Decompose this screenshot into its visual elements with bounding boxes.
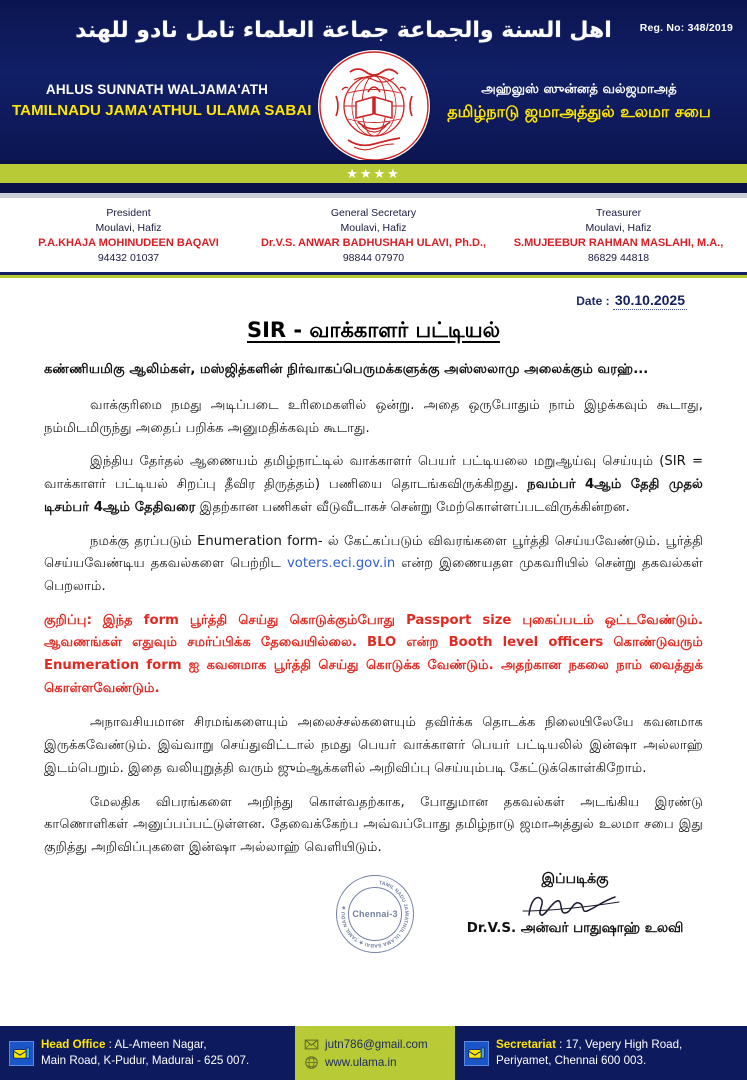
- website-address[interactable]: www.ulama.in: [325, 1055, 397, 1069]
- svg-text:TAMIL NADU JAMIATHUL ULAMA SAB: TAMIL NADU JAMIATHUL ULAMA SABAI ★ TAMIL NADU ★: [340, 879, 410, 948]
- eci-website-link[interactable]: voters.eci.gov.in: [286, 556, 396, 572]
- bearer-phone: 94432 01037: [97, 252, 160, 265]
- date-field: [44, 278, 703, 308]
- footer-bar: [0, 1026, 747, 1080]
- paragraph-3-part-a: நமக்கு தரப்படும் Enumeration form- ல் கேட்கப்படும் விவரங்களை பூர்த்தி செய்யவேண்டும். பூர்த்தி செய்யவேண்டிய தகவல்களை பெற்றிட: [44, 533, 703, 572]
- website-row[interactable]: [304, 1055, 397, 1070]
- head-office-line2: Main Road, K-Pudur, Madurai - 625 007.: [41, 1054, 250, 1067]
- english-org-names: [12, 80, 312, 121]
- bearer-president: [6, 206, 251, 266]
- email-row[interactable]: [304, 1037, 428, 1052]
- bearer-treasurer: [496, 206, 741, 266]
- bearer-honorific: Moulavi, Hafiz: [585, 221, 652, 234]
- footer-head-office: [0, 1026, 295, 1080]
- paragraph-2: [44, 451, 703, 519]
- bearer-role: Treasurer: [595, 207, 642, 219]
- seal-center-text: Chennai-3: [348, 887, 402, 941]
- mailbox-glyph: [12, 1044, 31, 1063]
- salutation-line2: அஸ்ஸலாமு அலைக்கும் வரஹ்...: [444, 362, 649, 378]
- office-bearers: [0, 198, 747, 272]
- paragraph-2-part-a: இந்திய தேர்தல் ஆணையம் தமிழ்நாட்டில் வாக்காளர் பெயர் பட்டியலை மறுஆய்வு செய்யும் (SIR = வாக்காளர் பட்டியல் சிறப்பு தீவிர திருத்தம்) பணியை தொடங்கவிருக்கிறது.: [44, 454, 703, 493]
- head-office-line1: : AL-Ameen Nagar,: [105, 1038, 207, 1052]
- mailbox-icon: [9, 1041, 34, 1066]
- english-name-line1: AHLUS SUNNATH WALJAMA'ATH: [45, 82, 269, 97]
- arabic-organization-title: اهل السنة والجماعة جماعة العلماء تامل نادو للهند: [75, 18, 612, 43]
- paragraph-3-part-c: என்ற இணையதள முகவரியில் சென்று தகவல்கள் பெறலாம்.: [44, 556, 703, 594]
- head-office-text: [41, 1037, 249, 1068]
- salutation-line1: கண்ணியமிகு ஆலிம்கள், மஸ்ஜித்களின் நிர்வாகப்பெருமக்களுக்கு: [44, 362, 440, 378]
- signer-name: Dr.V.S. அன்வர் பாதுஷாஹ் உலவி: [466, 920, 684, 936]
- olive-stripe: [0, 164, 747, 183]
- date-label: Date :: [576, 294, 610, 309]
- closing-salutation: இப்படிக்கு: [541, 870, 609, 887]
- footer-secretariat: [455, 1026, 747, 1080]
- handwritten-signature: [515, 891, 635, 921]
- paragraph-4: அநாவசியமான சிரமங்களையும் அலைச்சல்களையும் தவிர்க்க தொடக்க நிலையிலேயே கவனமாக இருக்கவேண்டும். இவ்வாறு செய்துவிட்டால் நமது பெயர் வாக்காளர் பெயர் பட்டியலில் இன்ஷா அல்லாஹ் இடம்பெறும். இதை வலியுறுத்தி வரும் ஜும்ஆக்களில் அறிவிப்பு செய்யும்படி கேட்டுக்கொள்கிறோம்.: [44, 715, 703, 776]
- registration-number: Reg. No: 348/2019: [639, 22, 733, 34]
- seal-ring-graphic: [337, 876, 413, 952]
- signature-area: [44, 871, 703, 975]
- stars-decoration: ★★★★: [346, 166, 401, 181]
- paragraph-3: [44, 531, 703, 599]
- bearer-name: Dr.V.S. ANWAR BADHUSHAH ULAVI, Ph.D.,: [260, 236, 487, 249]
- footer-contact-panel: [295, 1026, 455, 1080]
- head-office-label: Head Office: [41, 1038, 106, 1052]
- bearer-honorific: Moulavi, Hafiz: [95, 221, 162, 234]
- paragraph-2-dates-bold: நவம்பர் 4ஆம் தேதி முதல் டிசம்பர் 4ஆம் தேதிவரை: [44, 477, 703, 515]
- envelope-icon: [304, 1037, 319, 1052]
- bearer-honorific: Moulavi, Hafiz: [340, 221, 407, 234]
- signature-block: [440, 871, 710, 937]
- organization-emblem: [318, 50, 430, 160]
- secretariat-label: Secretariat: [496, 1038, 556, 1052]
- tamil-org-names: [419, 80, 739, 124]
- secretariat-line1: : 17, Vepery High Road,: [555, 1038, 683, 1052]
- globe-icon: [304, 1055, 319, 1070]
- important-note: குறிப்பு: இந்த form பூர்த்தி செய்து கொடுக்கும்போது Passport size புகைப்படம் ஒட்டவேண்டும். ஆவணங்கள் எதுவும் சமர்ப்பிக்க தேவையில்லை. BLO என்ற Booth level officers கொண்டுவரும் Enumeration form ஐ கவனமாக பூர்த்தி செய்து கொடுக்க வேண்டும். அதற்கான நகலை நாம் வைத்துக் கொள்ளவேண்டும்.: [44, 612, 703, 696]
- email-address[interactable]: jutn786@gmail.com: [325, 1037, 428, 1051]
- header-banner: [0, 0, 747, 160]
- mailbox-icon: [464, 1041, 489, 1066]
- date-value: 30.10.2025: [614, 292, 685, 309]
- divider-navy-bottom: [0, 183, 747, 193]
- document-body: [0, 278, 747, 1034]
- bearer-role: General Secretary: [330, 207, 417, 219]
- paragraph-2-part-c: இதற்கான பணிகள் வீடுவீடாகச் சென்று மேற்கொள்ளப்படவிருக்கின்றன.: [195, 499, 630, 515]
- secretariat-line2: Periyamet, Chennai 600 003.: [496, 1054, 647, 1067]
- english-name-line2: TAMILNADU JAMA'ATHUL ULAMA SABAI: [12, 101, 312, 119]
- bearer-phone: 98844 07970: [342, 252, 405, 265]
- secretariat-text: [496, 1037, 682, 1068]
- paragraph-1: வாக்குரிமை நமது அடிப்படை உரிமைகளில் ஒன்று. அதை ஒருபோதும் நாம் இழக்கவும் கூடாது, நம்மிடமிருந்து அதைப் பறிக்க அனுமதிக்கவும் கூடாது.: [44, 398, 703, 436]
- bearer-role: President: [106, 207, 151, 219]
- official-seal: [336, 875, 414, 953]
- page-title: SIR - வாக்காளர் பட்டியல்: [246, 318, 501, 343]
- tamil-name-line1: அஹ்லுஸ் ஸுன்னத் வல்ஜமாஅத்: [481, 82, 677, 97]
- tamil-name-line2: தமிழ்நாடு ஜமாஅத்துல் உலமா சபை: [447, 101, 711, 121]
- bearer-general-secretary: [251, 206, 496, 266]
- bearer-name: S.MUJEEBUR RAHMAN MASLAHI, M.A.,: [513, 236, 724, 249]
- mailbox-glyph: [467, 1044, 486, 1063]
- salutation: [44, 359, 703, 382]
- paragraph-5: மேலதிக விபரங்களை அறிந்து கொள்வதற்காக, போதுமான தகவல்கள் அடங்கிய இரண்டு காணொளிகள் அனுப்பப்பட்டுள்ளன. தேவைக்கேற்ப அவ்வப்போது தமிழ்நாடு ஜமாஅத்துல் உலமா சபை இது குறித்து அறிவிப்புகளை இன்ஷா அல்லாஹ் வெளியிடும்.: [44, 794, 703, 855]
- emblem-graphic: [318, 50, 430, 160]
- bearer-phone: 86829 44818: [587, 252, 650, 265]
- bearer-name: P.A.KHAJA MOHINUDEEN BAQAVI: [38, 236, 219, 249]
